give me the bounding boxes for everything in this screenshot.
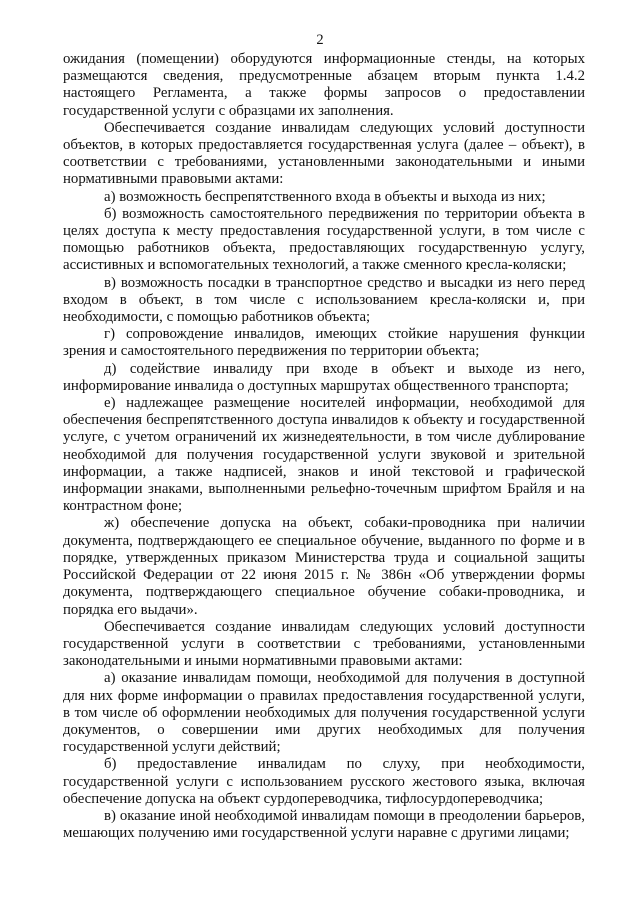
list-item-d-assistance: д) содействие инвалиду при входе в объект и выходе из него, информирование инвалида о доступных маршрутах общественного транспорта; [63,360,585,394]
list-item-a-entry-exit: а) возможность беспрепятственного входа в объекты и выхода из них; [104,188,546,205]
paragraph-object-accessibility-intro: Обеспечивается создание инвалидам следующих условий доступности объектов, в которых предоставляется государственная услуга (далее – объект), в соответствии с требованиями, установленными законодательными и иными нормативными правовыми актами: [63,119,585,188]
list-item-a-help: а) оказание инвалидам помощи, необходимой для получения в доступной для них форме информации о правилах предоставления государственной услуги, в том числе об оформлении необходимых для получения государственной услуги документов, о совершении ими других необходимых для получения государственной услуги действий; [63,670,585,756]
list-item-e-information: е) надлежащее размещение носителей информации, необходимой для обеспечения беспрепятственного доступа инвалидов к объекту и государственной услуге, с учетом ограничений их жизнедеятельности, в том числе дублирование необходимой для получения государственной услуги звуковой и зрительной информации, а также надписей, знаков и иной текстовой и графической информации знаками, выполненными рельефно-точечным шрифтом Брайля и на контрастном фоне; [63,395,585,515]
paragraph-continuation: ожидания (помещении) оборудуются информационные стенды, на которых размещаются сведения, предусмотренные абзацем вторым пункта 1.4.2 настоящего Регламента, а также формы запросов о предоставлении государственной услуги с образцами их заполнения. [63,51,585,119]
list-item-v-barriers: в) оказание иной необходимой инвалидам помощи в преодолении барьеров, мешающих получению ими государственной услуги наравне с другими лицами; [63,807,585,842]
page-number: 2 [316,32,324,48]
list-item-zh-guide-dog: ж) обеспечение допуска на объект, собаки-проводника при наличии документа, подтверждающего ее специальное обучение, выданного по форме и в порядке, утвержденных приказом Министерства труда и социальной защиты Российской Федерации от 22 июня 2015 г. № 386н «Об утверждении формы документа, подтверждающего специальное обучение собаки-проводника, и порядка его выдачи». [63,515,585,618]
document-body [63,51,585,842]
list-item-v-transport: в) возможность посадки в транспортное средство и высадки из него перед входом в объект, в том числе с использованием кресла-коляски и, при необходимости, с помощью работников объекта; [63,274,585,326]
list-item-g-escort: г) сопровождение инвалидов, имеющих стойкие нарушения функции зрения и самостоятельного передвижения по территории объекта; [63,326,585,360]
paragraph-service-accessibility-intro: Обеспечивается создание инвалидам следующих условий доступности государственной услуги в соответствии с требованиями, установленными законодательными и иными нормативными правовыми актами: [63,618,585,670]
list-item-b-sign-language: б) предоставление инвалидам по слуху, при необходимости, государственной услуги с использованием русского жестового языка, включая обеспечение допуска на объект сурдопереводчика, тифлосурдопереводчика; [63,756,585,807]
list-item-b-movement: б) возможность самостоятельного передвижения по территории объекта в целях доступа к месту предоставления государственной услуги, в том числе с помощью работников объекта, предоставляющих государственную услугу, ассистивных и вспомогательных технологий, а также сменного кресла-коляски; [63,205,585,274]
